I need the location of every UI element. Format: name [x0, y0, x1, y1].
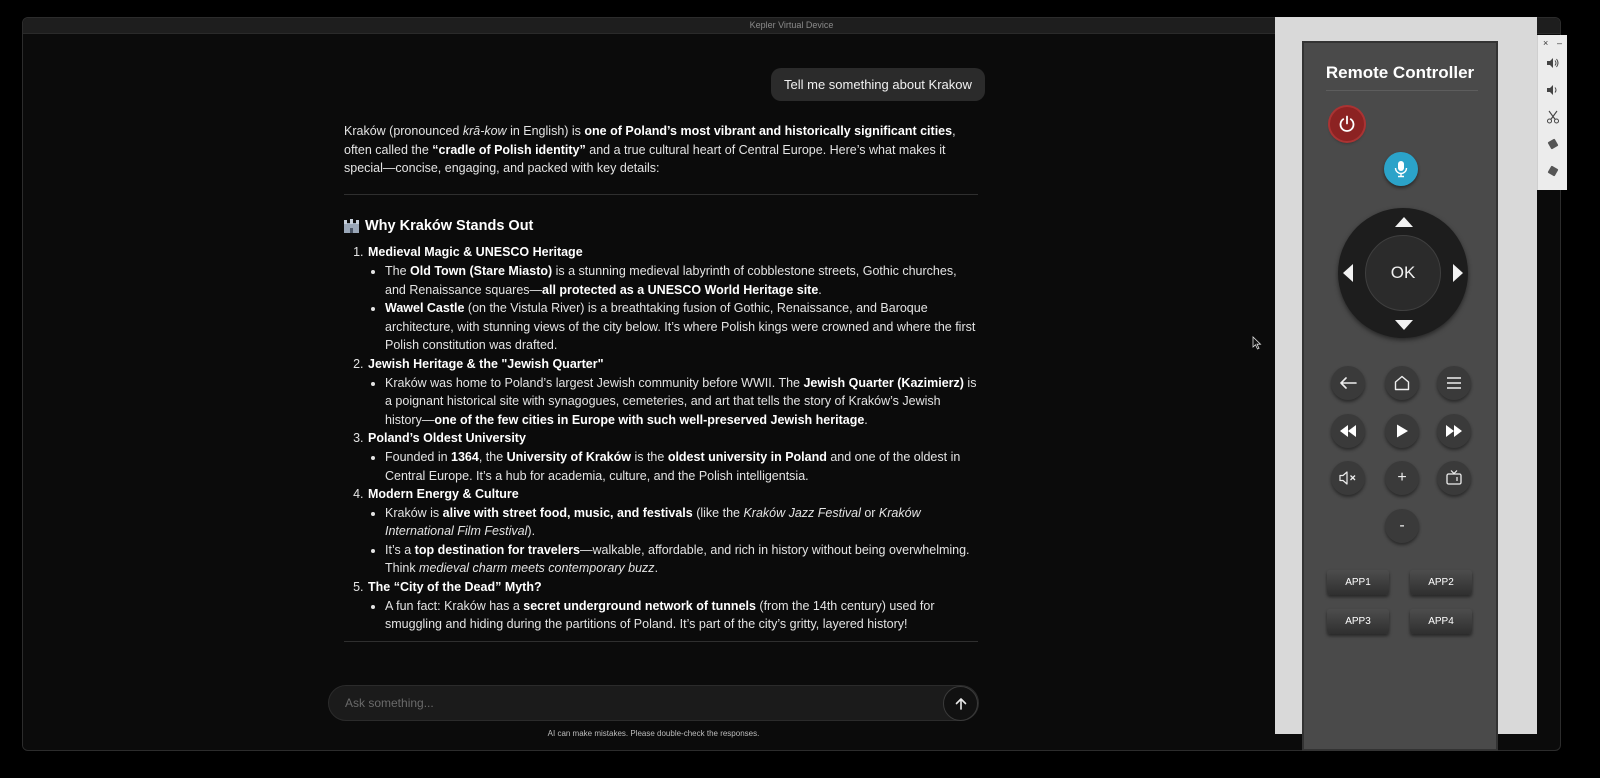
- rotate-left-tool[interactable]: [1545, 136, 1561, 152]
- close-toolbar-button[interactable]: ×: [1543, 38, 1549, 48]
- bullet-text: Founded in: [385, 449, 452, 464]
- bullet-bold: one of the few cities in Europe with such well-preserved Jewish heritage: [434, 412, 865, 427]
- sub-list: [385, 597, 978, 634]
- bullet-text: and one of the oldest in Central Europe. It’s a hub for academia, culture, and the Polish intelligentsia.: [385, 449, 961, 483]
- bullet-bold: secret underground network of tunnels: [523, 598, 756, 613]
- sub-list: [385, 262, 978, 355]
- play-button[interactable]: [1385, 414, 1419, 448]
- dpad-down-button[interactable]: [1395, 320, 1413, 330]
- scissors-icon: [1546, 110, 1560, 124]
- emulator-toolbar: [1537, 35, 1567, 190]
- bullet-bold: all protected as a UNESCO World Heritage site: [542, 282, 819, 297]
- send-button[interactable]: [943, 686, 978, 721]
- point-title: Modern Energy & Culture: [368, 487, 519, 502]
- bullet-text: Kraków was home to Poland’s largest Jewish community before WWII. The: [385, 375, 804, 390]
- rotate-left-icon: [1546, 137, 1560, 151]
- bullet-text: .: [818, 282, 822, 297]
- disclaimer: AI can make mistakes. Please double-check the responses.: [547, 729, 760, 738]
- bullet-item: [385, 299, 978, 355]
- fast-forward-button[interactable]: [1437, 414, 1471, 448]
- bullet-text: is a stunning medieval labyrinth of cobblestone streets, Gothic churches, and Renaissance squares—: [385, 263, 957, 297]
- rewind-icon: [1338, 424, 1358, 438]
- bullet-bold: Jewish Quarter (Kazimierz): [803, 375, 964, 390]
- fast-forward-icon: [1444, 424, 1464, 438]
- bullet-text: .: [654, 561, 659, 576]
- remote-controller: [1302, 41, 1498, 751]
- list-item: [367, 485, 978, 578]
- points-list: [367, 243, 978, 633]
- mute-button[interactable]: [1331, 461, 1365, 495]
- divider: [344, 194, 978, 195]
- section-title: Why Kraków Stands Out: [365, 217, 534, 234]
- mute-icon: [1338, 470, 1358, 486]
- bullet-text: Kraków is: [385, 505, 443, 520]
- divider: [344, 641, 978, 642]
- bullet-bold: Old Town (Stare Miasto): [410, 263, 553, 278]
- point-title: Jewish Heritage & the "Jewish Quarter": [368, 356, 604, 371]
- bullet-text: (on the Vistula River) is a breathtaking fusion of Gothic, Renaissance, and Baroque architecture, with stunning views of the city below. It’s where Polish kings were crowned and where the first Polish constitution was drafted.: [385, 301, 976, 353]
- app4-button[interactable]: APP4: [1410, 609, 1472, 634]
- app1-button[interactable]: APP1: [1327, 570, 1389, 595]
- list-item: [367, 578, 978, 634]
- user-message-bubble: Tell me something about Krakow: [771, 68, 985, 101]
- power-button[interactable]: [1330, 107, 1364, 141]
- chat-area: [23, 35, 1298, 751]
- list-item: [367, 429, 978, 485]
- dpad-left-button[interactable]: [1343, 264, 1353, 282]
- assistant-answer: [344, 122, 978, 642]
- back-button[interactable]: [1331, 366, 1365, 400]
- intro-text: Kraków (pronounced: [344, 124, 463, 138]
- divider: [1326, 90, 1478, 91]
- volume-up-icon: [1546, 56, 1560, 70]
- play-icon: [1394, 423, 1410, 439]
- bullet-item: [385, 448, 978, 485]
- arrow-left-icon: [1338, 376, 1358, 390]
- remote-title: Remote Controller: [1325, 63, 1475, 82]
- tv-icon: [1445, 469, 1463, 487]
- home-button[interactable]: [1385, 366, 1419, 400]
- bullet-text: (from the 14th century) used for smuggling and hiding during the partitions of Poland. It’s part of the city’s gritty, layered history!: [385, 598, 935, 632]
- arrow-up-icon: [954, 697, 968, 711]
- bullet-item: [385, 262, 978, 299]
- bullet-text: or: [860, 505, 879, 520]
- app2-button[interactable]: APP2: [1410, 570, 1472, 595]
- sub-list: [385, 374, 978, 430]
- ask-box: [328, 685, 979, 721]
- menu-button[interactable]: [1437, 366, 1471, 400]
- power-icon: [1337, 114, 1357, 134]
- castle-icon: [344, 219, 359, 233]
- dpad: [1338, 208, 1468, 338]
- bullet-italic: Kraków International Film Festival: [385, 505, 921, 539]
- bullet-bold: alive with street food, music, and festivals: [442, 505, 693, 520]
- answer-intro: [344, 122, 978, 178]
- window-title: Kepler Virtual Device: [23, 18, 1560, 34]
- bullet-item: [385, 374, 978, 430]
- intro-text: and a true cultural heart of Central Europe. Here’s what makes it special—concise, engaging, and packed with key details:: [344, 142, 946, 176]
- bullet-text: The: [385, 263, 411, 278]
- bullet-italic: medieval charm meets contemporary buzz: [419, 561, 655, 576]
- menu-icon: [1446, 376, 1462, 390]
- bullet-text: It’s a: [385, 542, 415, 557]
- mouse-cursor-icon: [1252, 336, 1262, 350]
- bullet-text: (like the: [692, 505, 744, 520]
- intro-text: in English) is: [506, 124, 585, 138]
- bullet-text: is a poignant historical site with synagogues, cemeteries, and art that tells the story of Kraków’s Jewish history—: [385, 375, 977, 427]
- rotate-right-tool[interactable]: [1545, 163, 1561, 179]
- rewind-button[interactable]: [1331, 414, 1365, 448]
- bullet-text: is the: [630, 449, 668, 464]
- point-title: Medieval Magic & UNESCO Heritage: [368, 245, 583, 260]
- bullet-text: A fun fact: Kraków has a: [385, 598, 524, 613]
- bullet-bold: top destination for travelers: [414, 542, 580, 557]
- sub-list: [385, 504, 978, 578]
- bullet-text: —walkable, affordable, and rich in history without being overwhelming. Think: [385, 542, 970, 576]
- volume-down-tool[interactable]: [1545, 82, 1561, 98]
- volume-up-button[interactable]: +: [1385, 461, 1419, 495]
- bullet-item: [385, 597, 978, 634]
- app3-button[interactable]: APP3: [1327, 609, 1389, 634]
- ask-input[interactable]: [345, 686, 925, 720]
- screenshot-tool[interactable]: [1545, 109, 1561, 125]
- ok-button[interactable]: OK: [1365, 235, 1441, 311]
- bullet-bold: oldest university in Poland: [667, 449, 827, 464]
- tv-button[interactable]: [1437, 461, 1471, 495]
- intro-text: , often called the: [344, 124, 956, 157]
- volume-down-icon: [1546, 83, 1560, 97]
- bullet-bold: 1364: [451, 449, 479, 464]
- volume-down-button[interactable]: -: [1385, 509, 1419, 543]
- sub-list: [385, 448, 978, 485]
- bullet-bold: Wawel Castle: [385, 301, 465, 316]
- bullet-bold: University of Kraków: [506, 449, 631, 464]
- point-title: Poland’s Oldest University: [368, 431, 526, 446]
- dpad-right-button[interactable]: [1453, 264, 1463, 282]
- bullet-item: [385, 541, 978, 578]
- microphone-icon: [1392, 159, 1410, 179]
- section-heading: [344, 217, 978, 236]
- intro-bold: “cradle of Polish identity”: [432, 142, 586, 157]
- dpad-up-button[interactable]: [1395, 217, 1413, 227]
- voice-button[interactable]: [1384, 152, 1418, 186]
- bullet-item: [385, 504, 978, 541]
- bullet-text: , the: [478, 449, 507, 464]
- list-item: [367, 355, 978, 429]
- volume-up-tool[interactable]: [1545, 55, 1561, 71]
- bullet-text: ).: [527, 524, 536, 539]
- rotate-right-icon: [1546, 164, 1560, 178]
- list-item: [367, 243, 978, 355]
- bullet-text: .: [864, 412, 868, 427]
- bullet-italic: Kraków Jazz Festival: [743, 505, 861, 520]
- intro-pronunciation: krā-kow: [462, 124, 507, 138]
- home-icon: [1393, 374, 1411, 392]
- intro-bold: one of Poland’s most vibrant and historically significant cities: [584, 124, 953, 138]
- minimize-toolbar-button[interactable]: –: [1557, 38, 1563, 48]
- point-title: The “City of the Dead” Myth?: [368, 580, 542, 595]
